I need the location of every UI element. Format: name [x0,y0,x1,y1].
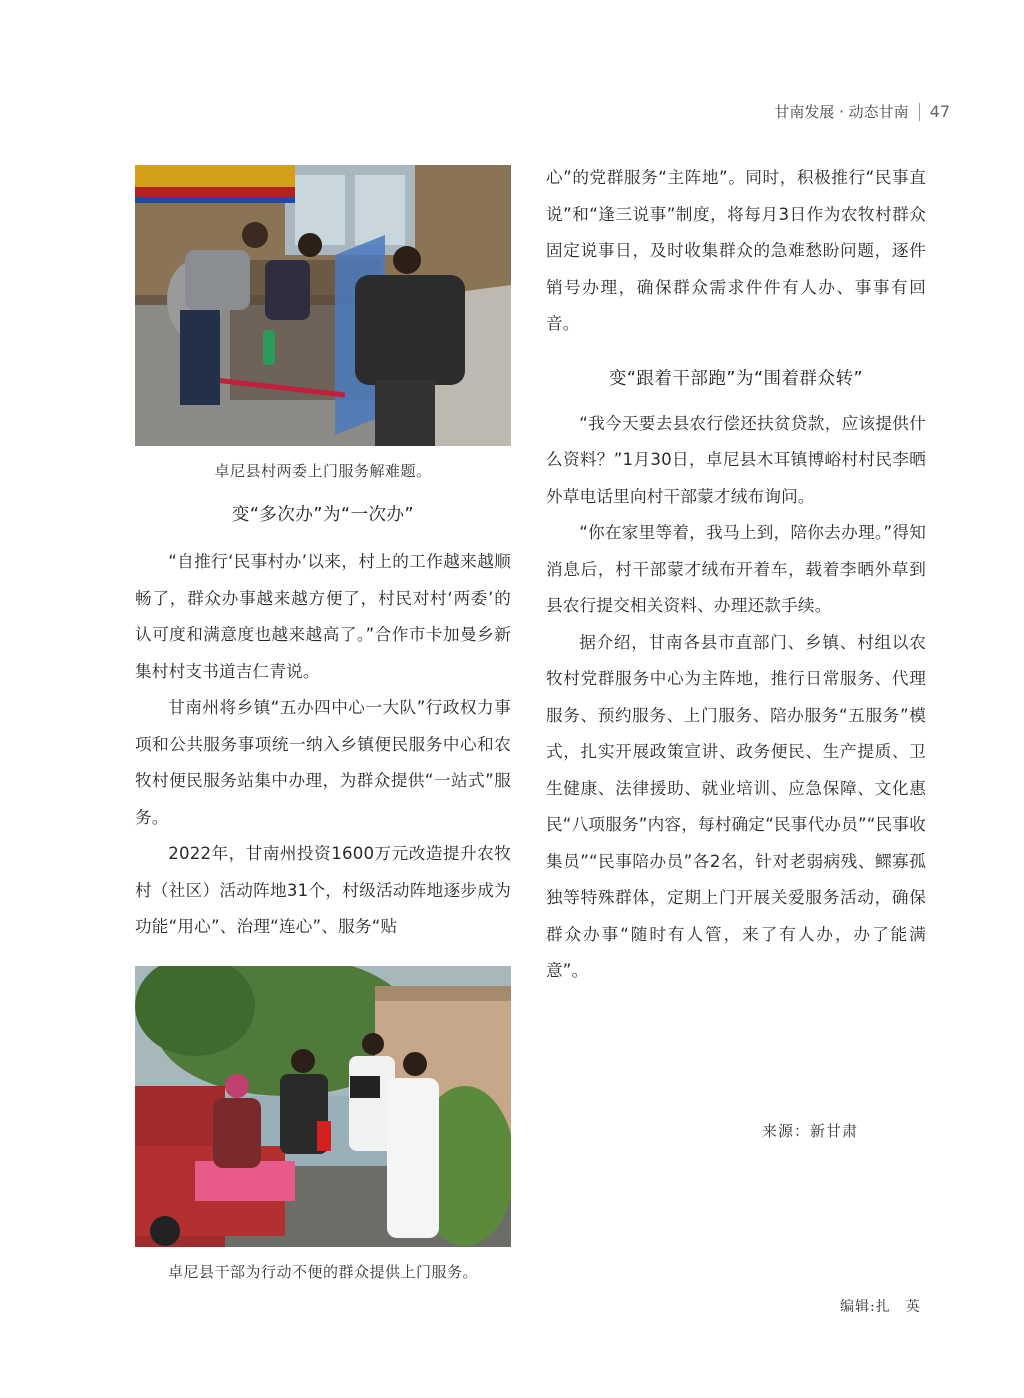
section-heading-serve-masses: 变“跟着干部跑”为“围着群众转” [608,368,864,389]
header-divider [919,103,920,121]
photo2-caption: 卓尼县干部为行动不便的群众提供上门服务。 [167,1262,478,1281]
page-number: 47 [929,102,950,121]
right-column [546,160,926,990]
source-credit: 来源：新甘肃 [762,1122,859,1140]
photo-doorstep-service [135,966,511,1247]
editor-credit: 编辑:扎 英 [840,1299,921,1315]
paragraph: 2022年，甘南州投资1600万元改造提升农牧村（社区）活动阵地31个，村级活动阵地逐步成为功能“用心”、治理“连心”、服务“贴 [135,844,511,936]
left-column [135,165,511,1282]
section-heading-one-stop: 变“多次办”为“一次办” [231,505,415,525]
paragraph: “我今天要去县农行偿还扶贫贷款，应该提供什么资料？”1月30日，卓尼县木耳镇博峪村村民李晒外草电话里向村干部蒙才绒布询问。 [546,413,926,506]
paragraph: “你在家里等着，我马上到，陪你去办理。”得知消息后，村干部蒙才绒布开着车，载着李晒外草到县农行提交相关资料、办理还款手续。 [546,523,926,615]
page-header [774,101,950,122]
photo1-caption: 卓尼县村两委上门服务解难题。 [214,462,432,480]
paragraph: 据介绍，甘南各县市直部门、乡镇、村组以农牧村党群服务中心为主阵地，推行日常服务、代理服务、预约服务、上门服务、陪办服务“五服务”模式，扎实开展政策宣讲、政务便民、生产提质、卫生健康、法律援助、就业培训、应急保障、文化惠民“八项服务”内容，每村确定“民事代办员”“民事收集员”“民事陪办员”各2名，针对老弱病残、鳏寡孤独等特殊群体，定期上门开展关爱服务活动，确保群众办事“随时有人管，来了有人办，办了能满意”。 [546,632,926,980]
paragraph-continued: 心”的党群服务“主阵地”。同时，积极推行“民事直说”和“逢三说事”制度，将每月3日作为农牧村群众固定说事日，及时收集群众的急难愁盼问题，逐件销号办理，确保群众需求件件有人办、事事有回音。 [546,168,926,333]
photo-village-committee-service [135,165,511,446]
paragraph: “自推行‘民事村办’以来，村上的工作越来越顺畅了，群众办事越来越方便了，村民对村‘两委’的认可度和满意度也越来越高了。”合作市卡加曼乡新集村村支书道吉仁青说。 [135,552,511,681]
section-title: 甘南发展 · 动态甘南 [774,103,909,121]
paragraph: 甘南州将乡镇“五办四中心一大队”行政权力事项和公共服务事项统一纳入乡镇便民服务中心和农牧村便民服务站集中办理，为群众提供“一站式”服务。 [135,698,511,827]
